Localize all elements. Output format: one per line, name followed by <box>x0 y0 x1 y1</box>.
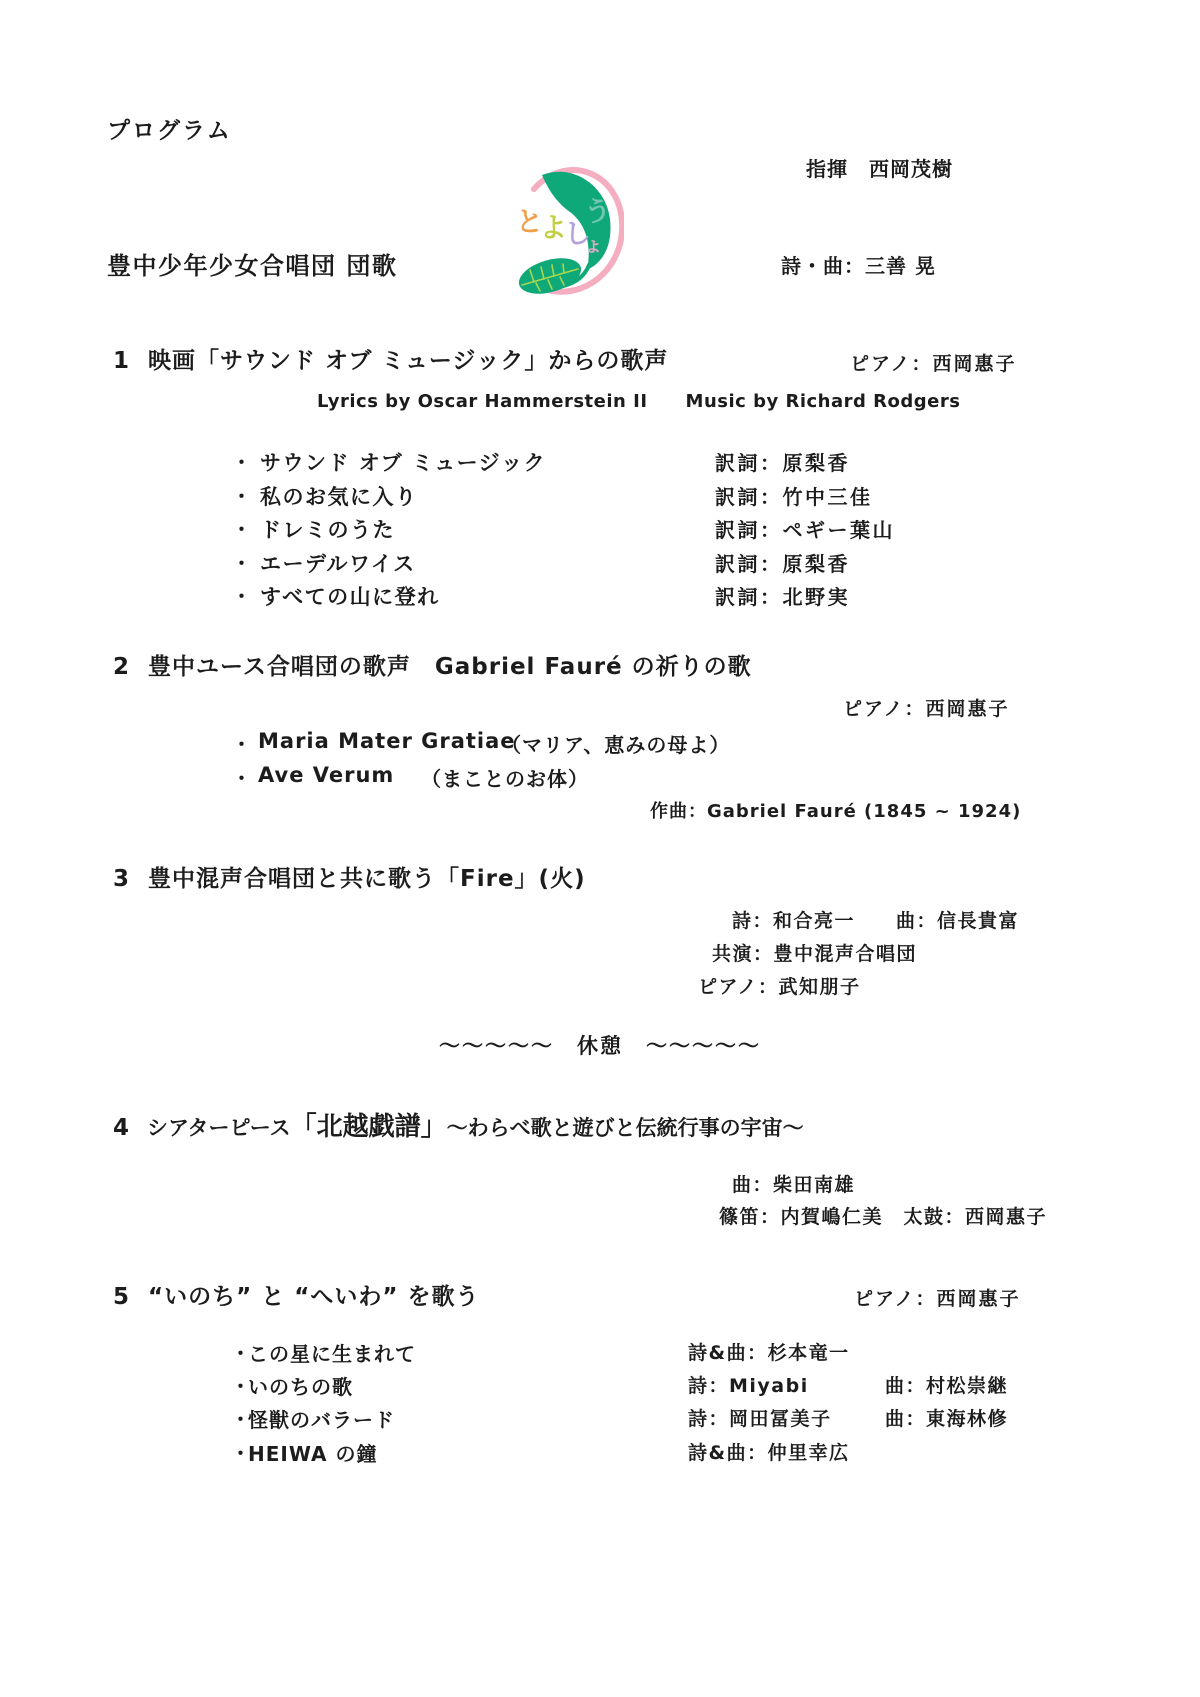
anthem-title: 豊中少年少女合唱団 団歌 <box>107 252 398 280</box>
intermission-line: 〜〜〜〜〜 休憩 〜〜〜〜〜 <box>439 1034 761 1058</box>
song-row <box>231 1404 1171 1432</box>
music-note-leaf-icon <box>506 163 624 299</box>
song-title: エーデルワイス <box>260 552 416 576</box>
song-credit: 詩：岡田冨美子 <box>688 1408 832 1430</box>
song-translation: （まことのお体） <box>421 767 589 791</box>
anthem-credit: 詩・曲：三善 晃 <box>781 254 936 278</box>
bullet-icon: ・ <box>232 519 252 541</box>
logo-char-u: う <box>584 197 611 228</box>
song-title: すべての山に登れ <box>260 585 440 609</box>
section-5-pianist: ピアノ：西岡惠子 <box>854 1288 1021 1310</box>
section-3-pianist: ピアノ：武知朋子 <box>698 976 861 998</box>
conductor-credit: 指揮 西岡茂樹 <box>806 157 953 181</box>
section-1-number: 1 <box>113 348 131 374</box>
section-5-title: “いのち” と “へいわ” を歌う <box>148 1284 480 1310</box>
song-credit-2: 曲：東海林修 <box>885 1408 1009 1430</box>
song-row <box>231 1338 1171 1366</box>
bullet-icon: ・ <box>232 768 252 790</box>
choir-logo <box>506 163 624 303</box>
section-3-heading <box>113 860 586 893</box>
section-1-title: 映画「サウンド オブ ミュージック」からの歌声 <box>148 348 669 374</box>
song-row <box>232 729 1172 757</box>
section-2-heading <box>113 648 752 681</box>
section-4-title-main: 「北越戯譜」 <box>290 1112 447 1142</box>
section-4-number: 4 <box>113 1115 130 1141</box>
section-2-number: 2 <box>113 654 131 680</box>
section-5-heading <box>113 1278 480 1311</box>
song-title: Ave Verum <box>258 763 395 787</box>
song-credit: 詩&曲：杉本竜一 <box>688 1342 850 1364</box>
song-row <box>232 481 1172 509</box>
section-1-pianist: ピアノ：西岡惠子 <box>850 353 1017 375</box>
song-row <box>232 763 1172 791</box>
logo-char-shi: し <box>564 219 591 250</box>
section-1-authors <box>317 391 960 412</box>
bullet-icon: ・ <box>231 1343 251 1365</box>
section-4-title-prefix: シアターピース <box>147 1116 291 1140</box>
bullet-icon: ・ <box>232 553 252 575</box>
bullet-icon: ・ <box>232 734 252 756</box>
song-credit: 訳詞：原梨香 <box>715 552 850 576</box>
bullet-icon: ・ <box>231 1409 251 1431</box>
song-credit: 詩：Miyabi <box>688 1375 809 1397</box>
section-1-heading <box>113 342 668 375</box>
section-3-poet-composer: 詩：和合亮一 曲：信長貴富 <box>732 910 1020 932</box>
song-title: この星に生まれて <box>248 1342 416 1366</box>
logo-char-to: と <box>516 207 543 238</box>
section-5-number: 5 <box>113 1284 131 1310</box>
lyricist-credit: Lyrics by Oscar Hammerstein II <box>317 391 648 412</box>
section-4-heading <box>113 1106 804 1143</box>
section-2-pianist: ピアノ：西岡惠子 <box>843 698 1010 720</box>
song-title: いのちの歌 <box>248 1375 353 1399</box>
song-row <box>232 447 1172 475</box>
song-title: 怪獣のバラード <box>248 1408 395 1432</box>
song-row <box>231 1371 1171 1399</box>
section-3-title: 豊中混声合唱団と共に歌う「Fire」(火) <box>148 866 586 892</box>
section-4-title-suffix: 〜わらべ歌と遊びと伝統行事の宇宙〜 <box>446 1116 804 1140</box>
section-2-composer: 作曲：Gabriel Fauré (1845 ~ 1924) <box>650 801 1022 822</box>
song-credit-2: 曲：村松崇継 <box>885 1375 1009 1397</box>
bullet-icon: ・ <box>232 486 252 508</box>
song-title: 私のお気に入り <box>260 485 418 509</box>
bullet-icon: ・ <box>231 1376 251 1398</box>
song-credit: 訳詞：ペギー葉山 <box>715 518 895 542</box>
song-credit: 詩&曲：仲里幸広 <box>688 1442 850 1464</box>
section-3-guest-choir: 共演：豊中混声合唱団 <box>712 943 918 965</box>
section-4-instrumentalists: 篠笛：内賀嶋仁美 太鼓：西岡惠子 <box>719 1206 1048 1228</box>
song-title: HEIWA の鐘 <box>248 1442 378 1466</box>
song-title: ドレミのうた <box>260 518 395 542</box>
section-3-number: 3 <box>113 866 131 892</box>
song-credit: 訳詞：原梨香 <box>715 451 850 475</box>
bullet-icon: ・ <box>231 1443 251 1465</box>
song-title: Maria Mater Gratiae <box>258 729 516 753</box>
song-row <box>232 548 1172 576</box>
composer-credit: Music by Richard Rodgers <box>685 391 961 412</box>
song-row <box>232 514 1172 542</box>
song-title: サウンド オブ ミュージック <box>260 451 547 475</box>
song-translation: （マリア、恵みの母よ） <box>501 733 731 757</box>
song-row <box>231 1438 1171 1466</box>
section-4-composer: 曲：柴田南雄 <box>732 1174 856 1196</box>
page-title: プログラム <box>107 118 232 144</box>
logo-char-small-yo: ょ <box>584 234 604 256</box>
logo-char-yo: よ <box>540 213 567 244</box>
song-credit: 訳詞：竹中三佳 <box>715 485 873 509</box>
song-row <box>232 581 1172 609</box>
bullet-icon: ・ <box>232 452 252 474</box>
bullet-icon: ・ <box>232 586 252 608</box>
song-credit: 訳詞：北野実 <box>715 585 850 609</box>
section-2-title: 豊中ユース合唱団の歌声 Gabriel Fauré の祈りの歌 <box>148 654 752 680</box>
